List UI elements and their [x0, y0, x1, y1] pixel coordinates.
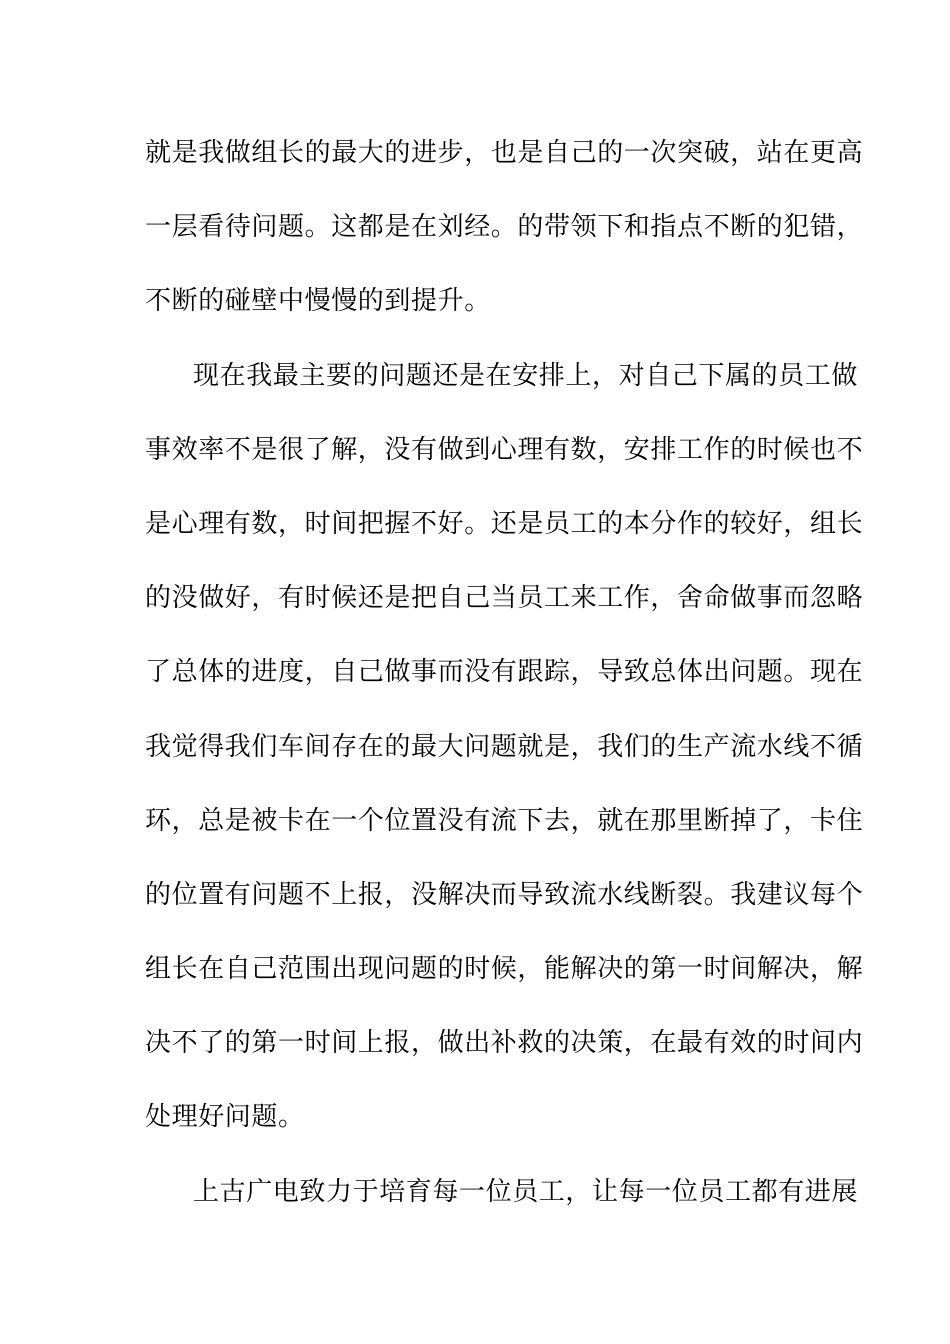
text-line: 处理好问题。 — [145, 1102, 305, 1133]
document-body — [145, 133, 864, 1246]
text-line: 的没做好，有时候还是把自己当员工来工作，舍命做事而忽略 — [145, 583, 864, 614]
text-line: 是心理有数，时间把握不好。还是员工的本分作的较好，组长 — [145, 508, 864, 539]
text-line: 事效率不是很了解，没有做到心理有数，安排工作的时候也不 — [145, 434, 864, 465]
text-line: 不断的碰壁中慢慢的到提升。 — [145, 286, 491, 317]
text-line: 一层看待问题。这都是在刘经。的带领下和指点不断的犯错， — [145, 212, 864, 243]
text-line: 我觉得我们车间存在的最大问题就是，我们的生产流水线不循 — [145, 731, 864, 762]
paragraph-first-line: 上古广电致力于培育每一位员工，让每一位员工都有进展 — [193, 1176, 859, 1207]
text-line: 组长在自己范围出现问题的时候，能解决的第一时间解决，解 — [145, 954, 864, 985]
text-line: 决不了的第一时间上报，做出补救的决策，在最有效的时间内 — [145, 1028, 864, 1059]
paragraph-first-line: 现在我最主要的问题还是在安排上，对自己下属的员工做 — [193, 360, 859, 391]
text-line: 环，总是被卡在一个位置没有流下去，就在那里断掉了，卡住 — [145, 805, 864, 836]
text-line: 的位置有问题不上报，没解决而导致流水线断裂。我建议每个 — [145, 879, 864, 910]
text-line: 了总体的进度，自己做事而没有跟踪，导致总体出问题。现在 — [145, 657, 864, 688]
text-line: 就是我做组长的最大的进步，也是自己的一次突破，站在更高 — [145, 138, 864, 168]
